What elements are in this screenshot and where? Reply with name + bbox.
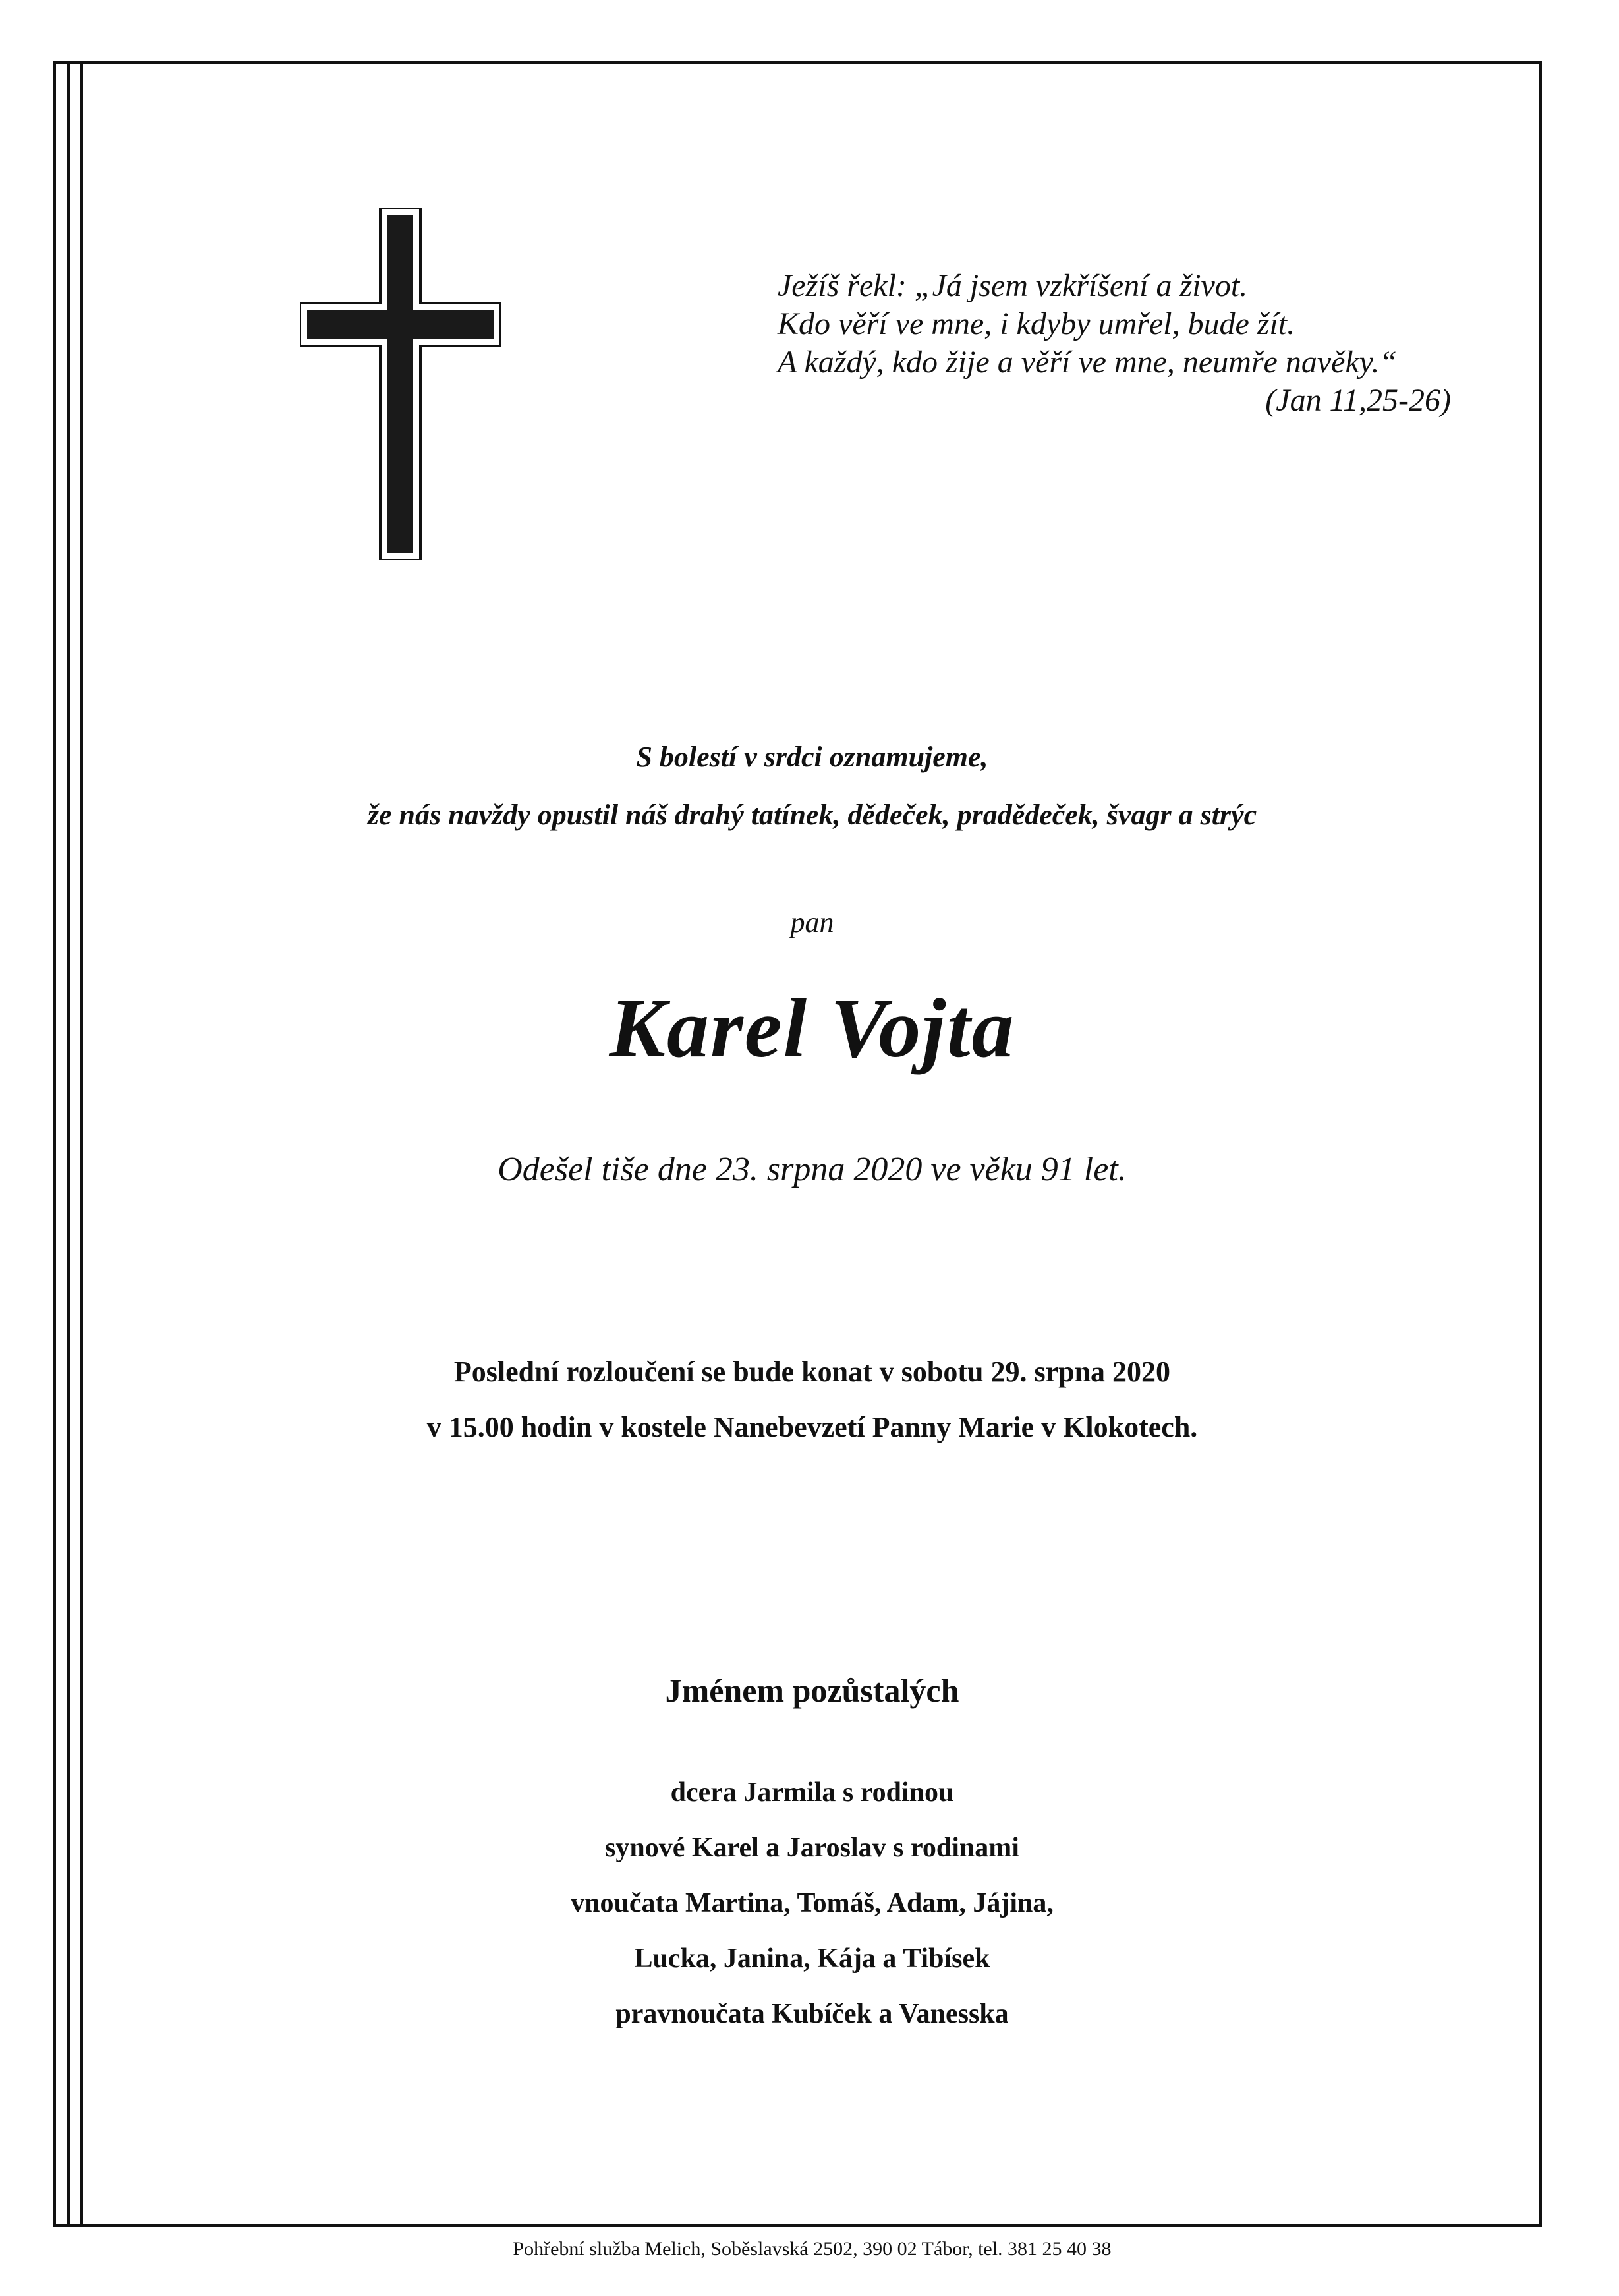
family-line-1: dcera Jarmila s rodinou <box>670 1777 954 1808</box>
farewell-line-2: v 15.00 hodin v kostele Nanebevzetí Panny Marie v Klokotech. <box>426 1411 1198 1443</box>
departed-text: Odešel tiše dne 23. srpna 2020 ve věku 91 let. <box>497 1151 1127 1188</box>
bible-quote <box>778 267 1469 420</box>
quote-line-3: A každý, kdo žije a věří ve mne, neumře navěky.“ <box>778 345 1398 380</box>
quote-line-1: Ježíš řekl: „Já jsem vzkříšení a život. <box>778 268 1248 303</box>
on-behalf-heading: Jménem pozůstalých <box>665 1672 959 1709</box>
title-prefix: pan <box>790 906 834 938</box>
family-line-2: synové Karel a Jaroslav s rodinami <box>605 1833 1019 1863</box>
farewell-info <box>86 1344 1539 1455</box>
cross-icon <box>300 208 501 560</box>
announcement-line-1: S bolestí v srdci oznamujeme, <box>636 741 988 773</box>
family-line-3: vnoučata Martina, Tomáš, Adam, Jájina, <box>571 1888 1054 1918</box>
family-line-5: pravnoučata Kubíček a Vanesska <box>615 1999 1009 2029</box>
funeral-service-footer: Pohřební služba Melich, Soběslavská 2502, 390 02 Tábor, tel. 381 25 40 38 <box>513 2238 1112 2260</box>
deceased-name: Karel Vojta <box>609 981 1015 1075</box>
announcement <box>86 728 1539 844</box>
border-line-left-inner-2 <box>80 61 83 2227</box>
farewell-line-1: Poslední rozloučení se bude konat v sobotu 29. srpna 2020 <box>453 1356 1171 1388</box>
quote-line-2: Kdo věří ve mne, i kdyby umřel, bude žít. <box>778 306 1295 341</box>
family-line-4: Lucka, Janina, Kája a Tibísek <box>634 1943 990 1974</box>
quote-reference: (Jan 11,25-26) <box>1265 383 1451 418</box>
border-line-left-inner <box>67 61 70 2227</box>
announcement-line-2: že nás navždy opustil náš drahý tatínek, dědeček, pradědeček, švagr a strýc <box>367 799 1257 831</box>
family-list <box>86 1765 1539 2042</box>
